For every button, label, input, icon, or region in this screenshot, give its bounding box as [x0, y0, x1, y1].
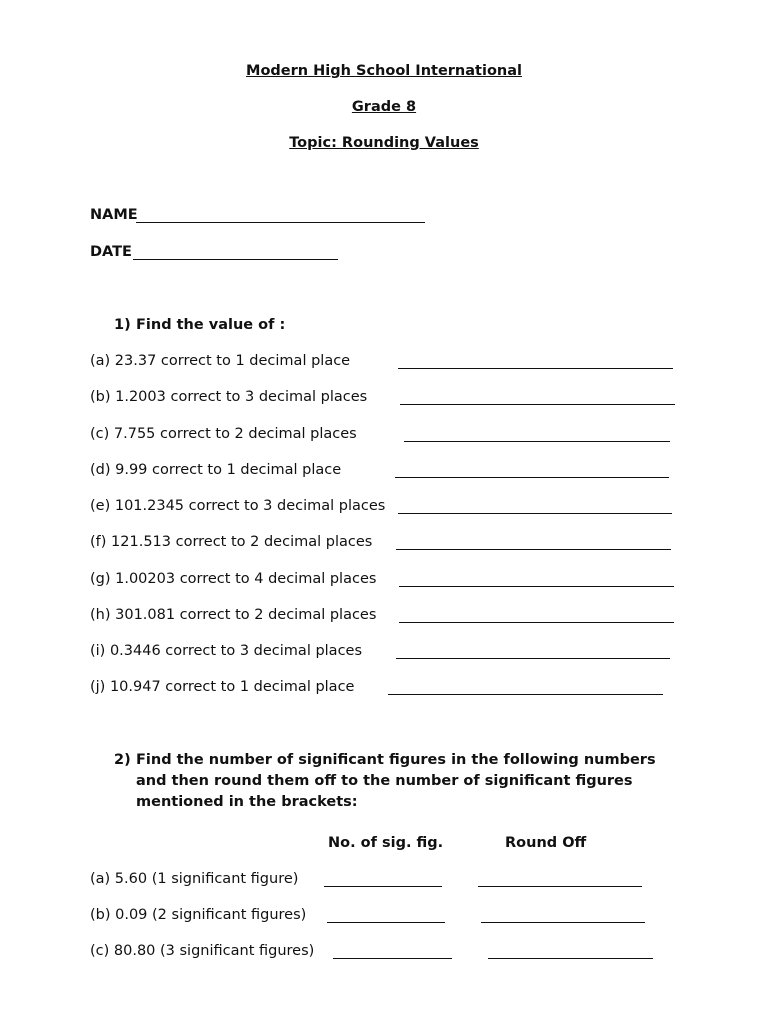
question-text: (a) 23.37 correct to 1 decimal place	[90, 353, 351, 369]
answer-line[interactable]	[395, 477, 669, 478]
grade-title: Grade 8	[351, 99, 417, 115]
question-text: (d) 9.99 correct to 1 decimal place	[90, 462, 342, 478]
answer-line[interactable]	[388, 694, 663, 695]
section-1-title: Find the value of :	[136, 317, 286, 333]
answer-line[interactable]	[398, 513, 672, 514]
answer-line[interactable]	[399, 586, 674, 587]
question-text: (a) 5.60 (1 significant figure)	[90, 871, 299, 887]
question-text: (c) 7.755 correct to 2 decimal places	[90, 426, 357, 442]
section-2-title-line-1: Find the number of significant figures in the following numbers	[136, 752, 656, 768]
date-blank-line[interactable]	[133, 259, 338, 260]
round-off-answer-line[interactable]	[481, 922, 645, 923]
question-text: (b) 1.2003 correct to 3 decimal places	[90, 389, 368, 405]
section-2-number: 2)	[114, 752, 131, 768]
section-2-title-line-3: mentioned in the brackets:	[136, 794, 358, 810]
round-off-answer-line[interactable]	[488, 958, 653, 959]
topic-title: Topic: Rounding Values	[289, 135, 479, 151]
answer-line[interactable]	[396, 549, 671, 550]
question-text: (h) 301.081 correct to 2 decimal places	[90, 607, 377, 623]
answer-line[interactable]	[396, 658, 670, 659]
question-text: (j) 10.947 correct to 1 decimal place	[90, 679, 355, 695]
name-blank-line[interactable]	[136, 222, 425, 223]
sig-fig-answer-line[interactable]	[327, 922, 445, 923]
name-label: NAME	[90, 207, 138, 223]
question-text: (c) 80.80 (3 significant figures)	[90, 943, 315, 959]
column-header-round-off: Round Off	[505, 835, 587, 851]
question-text: (b) 0.09 (2 significant figures)	[90, 907, 307, 923]
section-1-number: 1)	[114, 317, 131, 333]
answer-line[interactable]	[400, 404, 675, 405]
sig-fig-answer-line[interactable]	[333, 958, 452, 959]
round-off-answer-line[interactable]	[478, 886, 642, 887]
answer-line[interactable]	[398, 368, 673, 369]
section-2-title-line-2: and then round them off to the number of significant figures	[136, 773, 633, 789]
column-header-sig-fig: No. of sig. fig.	[328, 835, 444, 851]
answer-line[interactable]	[404, 441, 670, 442]
question-text: (f) 121.513 correct to 2 decimal places	[90, 534, 373, 550]
question-text: (i) 0.3446 correct to 3 decimal places	[90, 643, 363, 659]
answer-line[interactable]	[399, 622, 674, 623]
sig-fig-answer-line[interactable]	[324, 886, 442, 887]
question-text: (g) 1.00203 correct to 4 decimal places	[90, 571, 377, 587]
question-text: (e) 101.2345 correct to 3 decimal places	[90, 498, 386, 514]
date-label: DATE	[90, 244, 132, 260]
school-name: Modern High School International	[246, 63, 522, 79]
